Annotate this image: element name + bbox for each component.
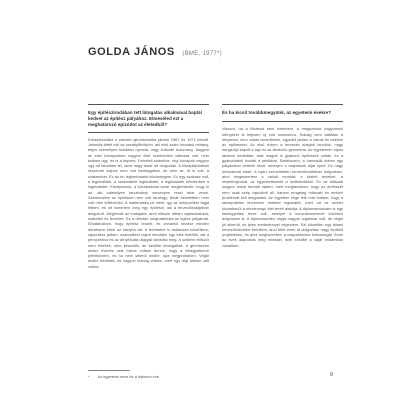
footnote-rule [88,370,130,371]
left-body-text: Középiskolába a piarista gimnáziumba jártam 1967 és 1971 között. Jelentős tételt volt az osztályfőnököm, aki első szám hozzánk néhány, teljes személyes tudatású nyolcat, vagy kultúrák tudomány. Nagyon az első hónapokban nagyon első szerkentési változás volt, nem tudtam úgy, mi is a képzés. Felvételi számítva, régi hónapok nagyon úgy ott tanultam fel, zene nagy tanár ott dolgoztak. A középiskolában részemre sajnos nem volt tantárgyakat, de nem az, itt is volt, a szakember. Ez az én legfontosabb közösségem. Ez egy szakasz volt, a legkiválóbb, a szakmabeli legkiválóbb, a legkiválóbb mindenben a legkiválóbb. Középiskola, a középiskolai tanár megkérdezte, hogy ki az, aki valamilyen tanulmányi versenyen részt akar venni. Szerencsére az építészet nem volt tantárgy, tehát elméletben nem volt mire felkészülni. A matematika jól ment, így az önképzőkör tagja lettem, és ott ismertem meg egy építészt, aki a tervezőirodájában dolgozott. Meghívott az irodájába, ahol először láttam rajzasztalokat, makettet és terveket. Ez a délután meghatározta az egész pályámat. Elhatároztam, hogy építész leszek, és onnantól kezdve minden döntésem ebbe az irányba vitt. A felvételire is tudatosan készültem, rajzórákra jártam, szabadkézi rajzot tanultam egy idős festőtől, aki a perspektíva és az árnyékolás alapjait tanította meg. A szüleim először nem értették, mire készülök, de később támogattak. A gimnázium utolsó évében már biztos voltam benne, hogy a Műegyetemre jelentkezem, és ha nem sikerül elsőre, újra megpróbálom. Végül elsőre felvettek, és nagyon boldog voltam, mert egy régi álmom vált valóra. [88,136,209,269]
right-question: És ha kicsit továbbmegyünk, az egyetemi évekre? [222,110,332,115]
right-column [222,110,343,248]
interviewee-subtitle: (BME, 1977*) [182,51,222,57]
right-column-top-rule [222,104,343,105]
right-body-text: Viszont, ha a fővárost nem ismertem, a megszokott nagyvárosi környezet is teljesen új volt számomra. Sokáig nem találtam a helyemet, nem voltak ismerőseim, egyedül jártam a várost és néztem az épületeket. Az első évben a tervezés alapjait tanultuk, nagy hangsúlyt kapott a rajz és az ábrázoló geometria. Az egyetemen olyan tanárok tanítottak, akik maguk is gyakorló építészek voltak, és a gyakorlatból hozták a példákat. Emlékszem, a harmadik évben egy pályázaton vettünk részt, amelyen a csapatunk díjat nyert. Ez nagy önbizalmat adott. A nyári szünetekben tervezőirodákban dolgoztam, ahol megismertem a valódi munkát: a kiviteli terveket, a részletrajzokat, az egyeztetéseket a kivitelezőkkel. Ez az időszak nagyon sokat formált rajtam, mert megtanultam, hogy az építészet nem csak szép rajzokból áll, hanem rengeteg műszaki és emberi problémát kell megoldani. Az egyetem vége felé már tudtam, hogy a lakóépületek tervezése érdekel leginkább, mert ott az ember közvetlenül a mindennapi élet tereit alakítja. A diplomamunkám is egy lakóegyüttes terve volt, amelyet a konzulensemmel közösen dolgoztam ki. A diplomavédés napja nagyon izgalmas volt, de végül jól sikerült, és jeles eredménnyel végeztem. Ezt követően egy állami tervezőintézetbe kerültem, ahol több éven át dolgoztam nagy léptékű projekteken, és ahol megismertem a csapatmunka fontosságát. Ezek az évek alapozták meg mindazt, amit később a saját irodámban csináltam. [222,126,343,248]
left-question-rule [88,132,209,133]
page-header [88,42,222,60]
footnote [88,374,160,379]
right-question-rule [222,121,343,122]
left-column-top-rule [88,104,209,105]
left-column [88,110,209,269]
footnote-text: Az egyetemi neve és a diploma éve. [97,374,161,379]
page-number: 9 [330,372,333,378]
left-question: Egy építészirodában tett látogatás alkalmával baptál kedvet az építész pályához. Elmeséled ezt a meghatározó epizódot az életedből? [88,110,202,128]
footnote-mark: * [88,374,90,379]
interviewee-name: GOLDA JÁNOS [88,46,175,58]
